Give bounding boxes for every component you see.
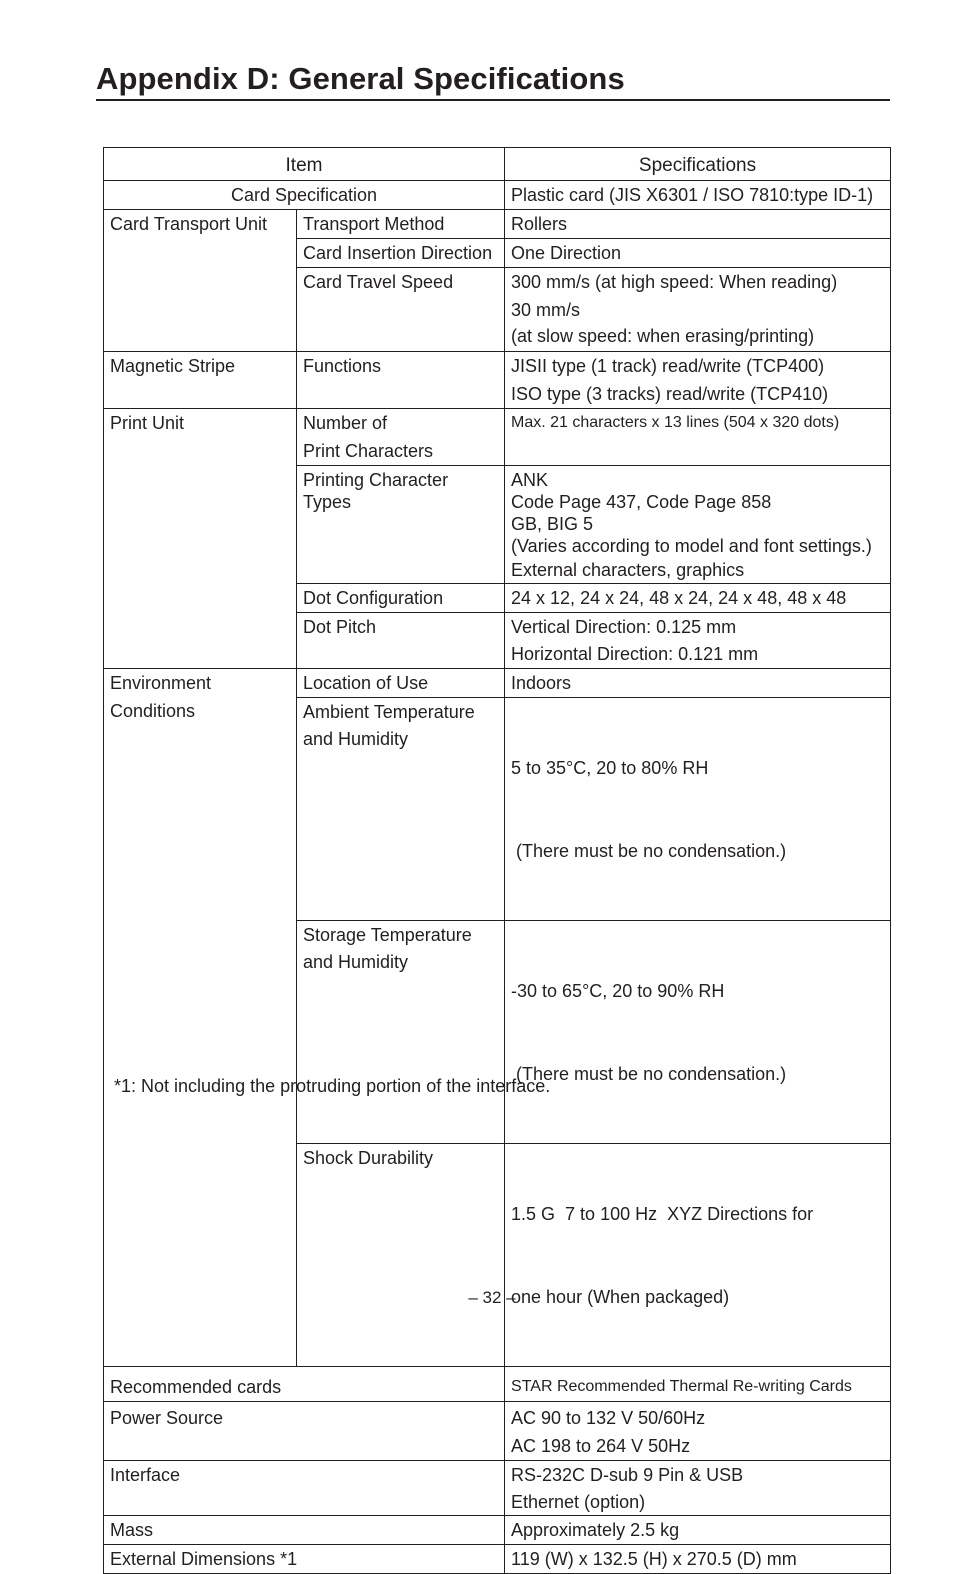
spec-line: 30 mm/s [511,300,581,320]
item-line: Printing Character [303,470,449,490]
item-shock-durability: Shock Durability [297,1144,505,1367]
spec-line: one hour (When packaged) [511,1287,730,1307]
item-power-source: Power Source [104,1402,505,1461]
spec-line: AC 90 to 132 V 50/60Hz [511,1408,706,1428]
spec-transport-method: Rollers [505,210,891,239]
item-mass: Mass [104,1516,505,1545]
table-row [104,1367,891,1402]
header-specifications: Specifications [505,148,891,181]
item-card-specification: Card Specification [104,181,505,210]
spec-line: ISO type (3 tracks) read/write (TCP410) [511,384,829,404]
spec-line: (There must be no condensation.) [511,1064,787,1084]
item-printing-character-types [297,466,505,584]
spec-line: (There must be no condensation.) [511,841,787,861]
spec-printing-character-types [505,466,891,584]
table-row [104,1516,891,1545]
group-line: Conditions [110,701,196,721]
spec-line: Code Page 437, Code Page 858 [511,492,772,512]
table-row [104,409,891,466]
group-line: Environment [110,673,212,693]
table-row [104,352,891,409]
spec-line: 1.5 G 7 to 100 Hz XYZ Directions for [511,1204,814,1224]
spec-interface [505,1461,891,1516]
item-external-dimensions: External Dimensions *1 [104,1545,505,1574]
page-number: – 32 – [468,1288,516,1307]
spec-external-dimensions: 119 (W) x 132.5 (H) x 270.5 (D) mm [505,1545,891,1574]
page-title: Appendix D: General Specifications [96,60,890,101]
spec-line: ANK [511,470,549,490]
spec-card-travel-speed [505,268,891,352]
item-line: and Humidity [303,729,409,749]
specifications-table [103,147,891,1574]
table-row [104,1402,891,1461]
spec-line: 300 mm/s (at high speed: When reading) [511,272,838,292]
item-ambient-temperature [297,698,505,921]
spec-line: Vertical Direction: 0.125 mm [511,617,737,637]
spec-dot-configuration: 24 x 12, 24 x 24, 48 x 24, 24 x 48, 48 x 48 [505,584,891,613]
spec-location-of-use: Indoors [505,669,891,698]
item-interface: Interface [104,1461,505,1516]
item-card-insertion-direction: Card Insertion Direction [297,239,505,268]
spec-storage-temperature [505,921,891,1144]
group-print-unit: Print Unit [104,409,297,669]
spec-line: JISII type (1 track) read/write (TCP400) [511,356,825,376]
spec-line: Ethernet (option) [511,1492,646,1512]
table-row [104,181,891,210]
group-environment-conditions [104,669,297,1367]
item-number-of-print-characters [297,409,505,466]
header-item: Item [104,148,505,181]
spec-line: GB, BIG 5 [511,514,594,534]
spec-line: 5 to 35°C, 20 to 80% RH [511,758,709,778]
item-storage-temperature [297,921,505,1144]
spec-card-specification: Plastic card (JIS X6301 / ISO 7810:type ID-1) [505,181,891,210]
spec-line: -30 to 65°C, 20 to 90% RH [511,981,725,1001]
item-card-travel-speed: Card Travel Speed [297,268,505,352]
spec-line: Horizontal Direction: 0.121 mm [511,644,759,664]
item-line: Ambient Temperature [303,702,475,722]
table-row [104,669,891,698]
table-row [104,1545,891,1574]
spec-line: AC 198 to 264 V 50Hz [511,1436,691,1456]
item-transport-method: Transport Method [297,210,505,239]
group-magnetic-stripe: Magnetic Stripe [104,352,297,409]
spec-line: (at slow speed: when erasing/printing) [511,326,815,346]
spec-mass: Approximately 2.5 kg [505,1516,891,1545]
spec-line: External characters, graphics [511,560,745,580]
spec-line: (Varies according to model and font settings.) [511,536,872,556]
spec-dot-pitch [505,613,891,669]
item-line: Number of [303,413,388,433]
spec-shock-durability [505,1144,891,1367]
table-header-row [104,148,891,181]
footnote: *1: Not including the protruding portion of the interface. [114,1076,551,1096]
table-row [104,1461,891,1516]
item-dot-configuration: Dot Configuration [297,584,505,613]
item-line: Types [303,492,352,512]
spec-power-source [505,1402,891,1461]
spec-line: RS-232C D-sub 9 Pin & USB [511,1465,744,1485]
item-line: Print Characters [303,441,434,461]
spec-card-insertion-direction: One Direction [505,239,891,268]
item-line: and Humidity [303,952,409,972]
item-dot-pitch: Dot Pitch [297,613,505,669]
item-functions: Functions [297,352,505,409]
item-line: Storage Temperature [303,925,472,945]
table-row [104,210,891,239]
group-card-transport-unit: Card Transport Unit [104,210,297,352]
item-location-of-use: Location of Use [297,669,505,698]
item-recommended-cards: Recommended cards [104,1367,505,1402]
spec-ambient-temperature [505,698,891,921]
spec-functions [505,352,891,409]
spec-number-of-print-characters: Max. 21 characters x 13 lines (504 x 320 dots) [505,409,891,466]
spec-recommended-cards: STAR Recommended Thermal Re-writing Cards [505,1367,891,1402]
